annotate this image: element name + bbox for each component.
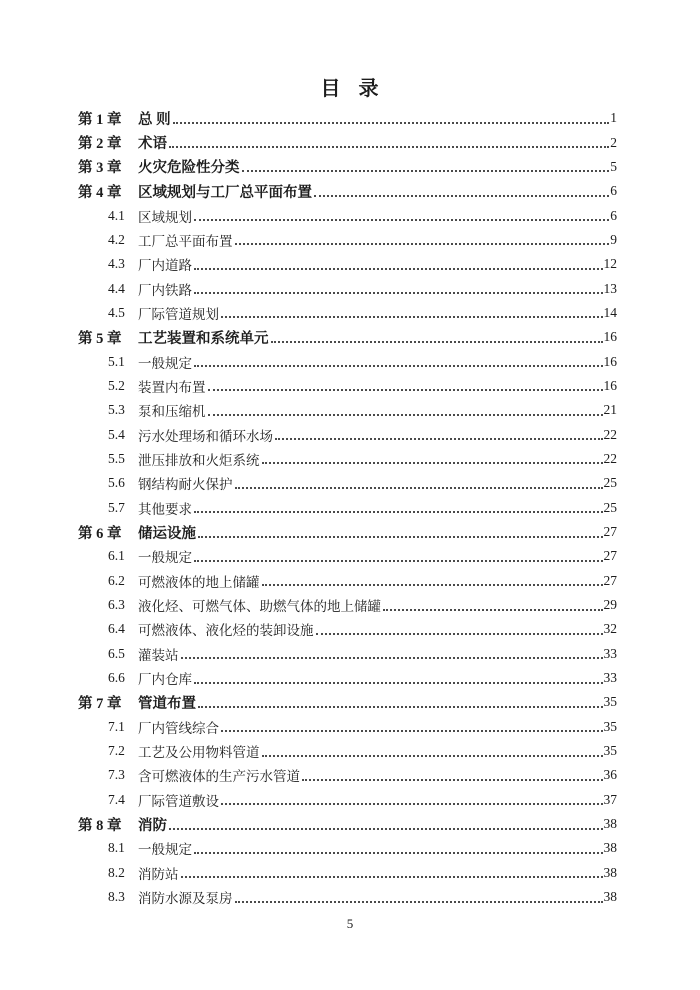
toc-entry-page: 27 [603,548,617,564]
toc-row [78,252,617,276]
toc-entry-number: 6.3 [108,597,125,613]
toc-entry-page: 16 [603,377,617,393]
leader-dots [169,146,609,148]
leader-dots [316,633,603,635]
toc-entry-page: 25 [603,475,617,491]
toc-row [78,617,617,641]
toc-entry-title: 厂际管道敷设 [138,793,219,809]
toc-entry-number: 第 1 章 [78,111,122,128]
leader-dots [194,682,603,684]
toc-entry-number: 6.4 [108,621,125,637]
toc-entry-title: 消防 [138,817,167,834]
toc-entry-title: 泵和压缩机 [138,404,206,420]
leader-dots [221,803,603,805]
toc-row [78,398,617,422]
toc-entry-number: 5.7 [108,499,125,515]
toc-entry-title: 消防站 [138,866,179,882]
leader-dots [302,779,603,781]
toc-entry-page: 38 [603,889,617,905]
toc-entry-page: 35 [603,694,617,710]
toc-entry-title: 液化烃、可燃气体、助燃气体的地上储罐 [138,599,381,615]
toc-entry-page: 29 [603,597,617,613]
leader-dots [198,706,603,708]
toc-entry-number: 第 4 章 [78,184,122,201]
toc-row [78,642,617,666]
toc-entry-title: 可燃液体的地上储罐 [138,574,260,590]
leader-dots [181,657,603,659]
leader-dots [198,536,603,538]
toc-entry-page: 36 [603,767,617,783]
toc-entry-title: 一般规定 [138,550,192,566]
toc-entry-title: 工艺及公用物料管道 [138,745,260,761]
toc-row [78,593,617,617]
toc-row [78,422,617,446]
toc-entry-number: 7.2 [108,743,125,759]
toc-entry-page: 38 [603,816,617,832]
toc-list [78,106,617,909]
toc-entry-title: 灌装站 [138,647,179,663]
toc-entry-title: 区域规划 [138,209,192,225]
toc-entry-number: 6.2 [108,572,125,588]
toc-entry-number: 第 3 章 [78,160,122,177]
toc-entry-page: 37 [603,791,617,807]
toc-row [78,690,617,714]
toc-entry-number: 7.4 [108,791,125,807]
toc-entry-number: 4.3 [108,256,125,272]
toc-entry-page: 16 [603,329,617,345]
toc-entry-title: 区域规划与工厂总平面布置 [138,184,312,201]
toc-row [78,179,617,203]
leader-dots [194,511,603,513]
toc-entry-number: 8.1 [108,840,125,856]
toc-entry-number: 4.4 [108,280,125,296]
toc-entry-page: 14 [603,304,617,320]
toc-entry-title: 厂内铁路 [138,282,192,298]
toc-entry-title: 一般规定 [138,355,192,371]
toc-entry-title: 消防水源及泵房 [138,891,233,907]
toc-entry-title: 术语 [138,136,167,153]
toc-entry-title: 一般规定 [138,842,192,858]
toc-entry-number: 7.3 [108,767,125,783]
toc-row [78,130,617,154]
toc-entry-title: 钢结构耐火保护 [138,477,233,493]
toc-entry-number: 4.1 [108,207,125,223]
leader-dots [169,828,603,830]
toc-row [78,836,617,860]
toc-entry-title: 污水处理场和循环水场 [138,428,273,444]
toc-entry-title: 总 则 [138,111,171,128]
toc-entry-number: 5.3 [108,402,125,418]
toc-row [78,569,617,593]
toc-entry-number: 5.6 [108,475,125,491]
toc-entry-page: 9 [610,231,617,247]
toc-entry-number: 第 7 章 [78,695,122,712]
toc-row [78,666,617,690]
leader-dots [194,268,603,270]
toc-row [78,228,617,252]
footer-page-number: 5 [346,916,354,931]
toc-entry-number: 8.3 [108,889,125,905]
toc-entry-title: 储运设施 [138,525,196,542]
toc-entry-title: 火灾危险性分类 [138,160,240,177]
toc-entry-page: 5 [610,158,617,174]
toc-entry-title: 工艺装置和系统单元 [138,330,269,347]
toc-row [78,276,617,300]
toc-entry-page: 1 [610,110,617,126]
toc-entry-number: 7.1 [108,718,125,734]
toc-entry-title: 管道布置 [138,695,196,712]
toc-entry-page: 13 [603,280,617,296]
toc-row [78,496,617,520]
leader-dots [235,243,610,245]
toc-entry-page: 6 [610,183,617,199]
leader-dots [235,487,603,489]
toc-entry-number: 第 2 章 [78,136,122,153]
leader-dots [181,876,603,878]
toc-entry-page: 6 [610,207,617,223]
toc-entry-title: 厂内道路 [138,258,192,274]
toc-entry-number: 6.6 [108,670,125,686]
leader-dots [194,852,603,854]
toc-entry-page: 33 [603,645,617,661]
toc-entry-number: 5.2 [108,377,125,393]
toc-entry-page: 27 [603,572,617,588]
toc-entry-title: 厂内仓库 [138,672,192,688]
toc-entry-page: 12 [603,256,617,272]
toc-entry-page: 2 [610,134,617,150]
toc-row [78,544,617,568]
toc-entry-number: 5.1 [108,353,125,369]
toc-row [78,788,617,812]
toc-row [78,885,617,909]
toc-title: 目 录 [320,78,380,100]
leader-dots [194,219,609,221]
toc-entry-title: 含可燃液体的生产污水管道 [138,769,300,785]
leader-dots [221,316,603,318]
leader-dots [383,609,603,611]
toc-entry-title: 工厂总平面布置 [138,233,233,249]
toc-entry-title: 其他要求 [138,501,192,517]
leader-dots [242,170,610,172]
toc-entry-title: 厂内管线综合 [138,720,219,736]
toc-row [78,861,617,885]
toc-entry-page: 38 [603,864,617,880]
toc-row [78,301,617,325]
toc-entry-page: 35 [603,743,617,759]
toc-entry-page: 16 [603,353,617,369]
toc-entry-number: 5.5 [108,450,125,466]
leader-dots [314,195,609,197]
leader-dots [275,438,603,440]
toc-entry-page: 27 [603,524,617,540]
toc-row [78,325,617,349]
toc-row [78,106,617,130]
toc-entry-page: 35 [603,718,617,734]
leader-dots [194,365,603,367]
leader-dots [173,122,610,124]
toc-row [78,349,617,373]
leader-dots [235,901,603,903]
leader-dots [262,462,603,464]
toc-row [78,812,617,836]
leader-dots [262,584,603,586]
toc-entry-number: 6.5 [108,645,125,661]
toc-row [78,763,617,787]
toc-entry-title: 厂际管道规划 [138,306,219,322]
toc-row [78,155,617,179]
toc-entry-number: 5.4 [108,426,125,442]
toc-entry-number: 4.2 [108,231,125,247]
toc-entry-number: 4.5 [108,304,125,320]
toc-row [78,203,617,227]
toc-entry-page: 25 [603,499,617,515]
leader-dots [194,560,603,562]
toc-row [78,447,617,471]
toc-entry-page: 33 [603,670,617,686]
toc-row [78,739,617,763]
toc-entry-number: 第 5 章 [78,330,122,347]
toc-entry-number: 8.2 [108,864,125,880]
leader-dots [221,730,603,732]
toc-entry-page: 38 [603,840,617,856]
toc-entry-page: 21 [603,402,617,418]
leader-dots [208,389,603,391]
toc-entry-title: 装置内布置 [138,379,206,395]
leader-dots [262,755,603,757]
leader-dots [271,341,603,343]
toc-row [78,374,617,398]
toc-entry-page: 22 [603,426,617,442]
toc-entry-number: 第 8 章 [78,817,122,834]
toc-entry-number: 6.1 [108,548,125,564]
toc-entry-number: 第 6 章 [78,525,122,542]
leader-dots [194,292,603,294]
toc-row [78,520,617,544]
leader-dots [208,414,603,416]
toc-entry-page: 32 [603,621,617,637]
toc-entry-title: 可燃液体、液化烃的装卸设施 [138,623,314,639]
toc-entry-page: 22 [603,450,617,466]
toc-row [78,715,617,739]
toc-row [78,471,617,495]
toc-entry-title: 泄压排放和火炬系统 [138,452,260,468]
